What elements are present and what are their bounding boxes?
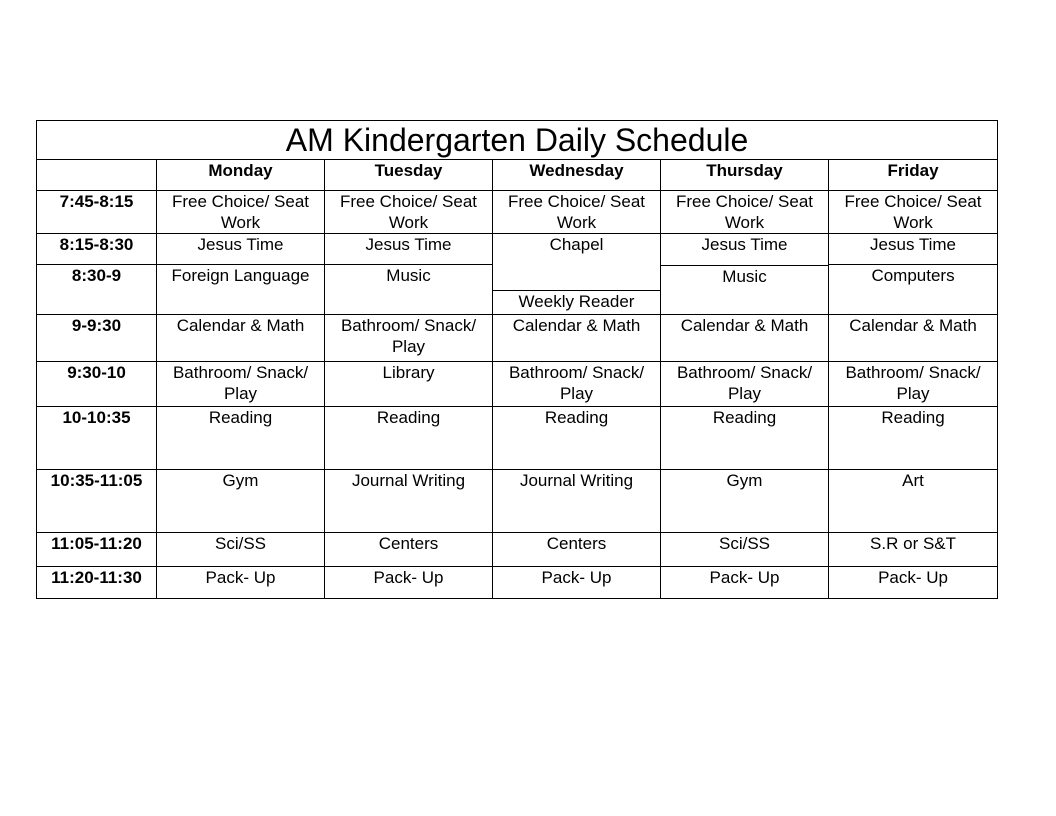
activity-cell: Reading <box>493 407 661 470</box>
activity-cell: Sci/SS <box>157 533 325 567</box>
activity-cell: Free Choice/ Seat Work <box>661 191 829 234</box>
time-slot: 11:20-11:30 <box>37 567 157 599</box>
activity-cell: Free Choice/ Seat Work <box>493 191 661 234</box>
table-row <box>37 533 998 567</box>
activity-cell: Pack- Up <box>325 567 493 599</box>
day-header-thursday: Thursday <box>661 160 829 191</box>
activity-cell: Pack- Up <box>493 567 661 599</box>
activity-cell: Gym <box>157 470 325 533</box>
activity-cell: Pack- Up <box>829 567 998 599</box>
table-row <box>37 315 998 362</box>
time-slot: 8:30-9 <box>37 265 157 315</box>
activity-cell: Centers <box>325 533 493 567</box>
activity-cell: S.R or S&T <box>829 533 998 567</box>
time-slot: 11:05-11:20 <box>37 533 157 567</box>
activity-cell: Calendar & Math <box>829 315 998 362</box>
activity-cell-merged <box>661 234 829 315</box>
schedule-table <box>36 120 998 599</box>
activity-cell: Calendar & Math <box>157 315 325 362</box>
activity-cell: Sci/SS <box>661 533 829 567</box>
jesus-time-block: Jesus Time <box>661 234 828 266</box>
activity-cell: Foreign Language <box>157 265 325 315</box>
chapel-block: Chapel <box>493 234 660 291</box>
schedule-title: AM Kindergarten Daily Schedule <box>37 121 998 160</box>
time-slot: 10:35-11:05 <box>37 470 157 533</box>
activity-cell: Reading <box>325 407 493 470</box>
activity-cell: Journal Writing <box>325 470 493 533</box>
activity-cell: Bathroom/ Snack/ Play <box>493 362 661 407</box>
activity-cell: Bathroom/ Snack/ Play <box>157 362 325 407</box>
table-row <box>37 407 998 470</box>
day-header-monday: Monday <box>157 160 325 191</box>
activity-cell: Jesus Time <box>157 234 325 265</box>
activity-cell: Pack- Up <box>157 567 325 599</box>
activity-cell: Art <box>829 470 998 533</box>
header-row <box>37 160 998 191</box>
activity-cell: Jesus Time <box>829 234 998 265</box>
table-row <box>37 191 998 234</box>
table-row <box>37 470 998 533</box>
activity-cell: Free Choice/ Seat Work <box>157 191 325 234</box>
activity-cell: Reading <box>661 407 829 470</box>
activity-cell-merged <box>493 234 661 315</box>
schedule-sheet <box>36 120 997 599</box>
activity-cell: Bathroom/ Snack/ Play <box>829 362 998 407</box>
activity-cell: Calendar & Math <box>493 315 661 362</box>
activity-cell: Free Choice/ Seat Work <box>829 191 998 234</box>
activity-cell: Journal Writing <box>493 470 661 533</box>
day-header-wednesday: Wednesday <box>493 160 661 191</box>
activity-cell: Free Choice/ Seat Work <box>325 191 493 234</box>
activity-cell: Reading <box>829 407 998 470</box>
time-header-blank <box>37 160 157 191</box>
activity-cell: Calendar & Math <box>661 315 829 362</box>
activity-cell: Music <box>325 265 493 315</box>
time-slot: 9:30-10 <box>37 362 157 407</box>
activity-cell: Bathroom/ Snack/ Play <box>661 362 829 407</box>
table-row <box>37 362 998 407</box>
time-slot: 9-9:30 <box>37 315 157 362</box>
time-slot: 7:45-8:15 <box>37 191 157 234</box>
day-header-friday: Friday <box>829 160 998 191</box>
activity-cell: Computers <box>829 265 998 315</box>
activity-cell: Library <box>325 362 493 407</box>
table-row <box>37 567 998 599</box>
music-block: Music <box>722 267 767 286</box>
activity-cell: Centers <box>493 533 661 567</box>
table-row <box>37 234 998 265</box>
time-slot: 10-10:35 <box>37 407 157 470</box>
day-header-tuesday: Tuesday <box>325 160 493 191</box>
activity-cell: Bathroom/ Snack/ Play <box>325 315 493 362</box>
weekly-reader-block: Weekly Reader <box>518 292 635 311</box>
activity-cell: Jesus Time <box>325 234 493 265</box>
activity-cell: Reading <box>157 407 325 470</box>
title-row <box>37 121 998 160</box>
time-slot: 8:15-8:30 <box>37 234 157 265</box>
activity-cell: Pack- Up <box>661 567 829 599</box>
activity-cell: Gym <box>661 470 829 533</box>
